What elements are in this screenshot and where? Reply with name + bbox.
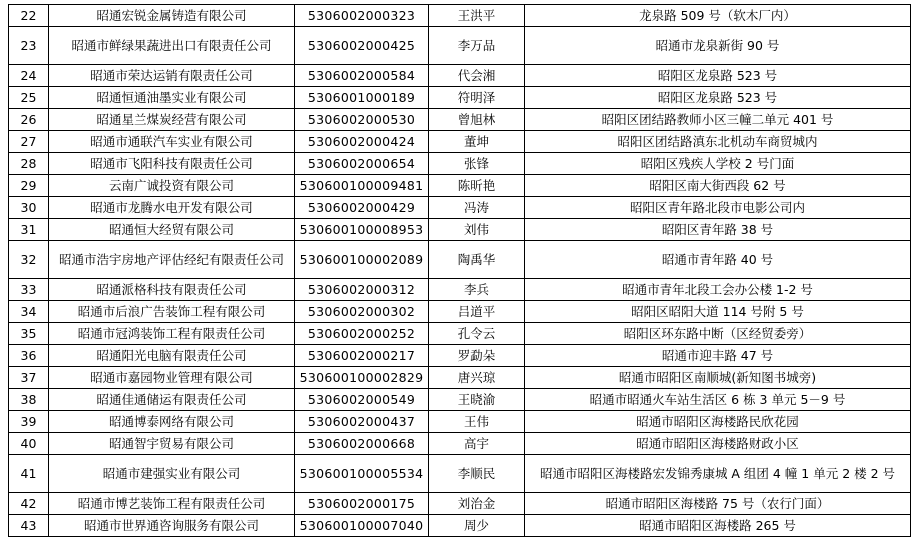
row-number-cell: 26 — [9, 109, 49, 131]
legal-person-cell: 李兵 — [429, 279, 525, 301]
table-row — [9, 241, 911, 279]
legal-person-cell: 陈昕艳 — [429, 175, 525, 197]
address-cell: 昭阳区青年路北段市电影公司内 — [525, 197, 911, 219]
row-number-cell: 41 — [9, 455, 49, 493]
table-row — [9, 153, 911, 175]
company-name-cell: 昭通阳光电脑有限责任公司 — [49, 345, 295, 367]
registration-no-cell: 5306002000312 — [295, 279, 429, 301]
table-row — [9, 65, 911, 87]
table-row — [9, 27, 911, 65]
row-number-cell: 40 — [9, 433, 49, 455]
address-cell: 昭通市青年北段工会办公楼 1-2 号 — [525, 279, 911, 301]
address-cell: 昭阳区南大街西段 62 号 — [525, 175, 911, 197]
row-number-cell: 39 — [9, 411, 49, 433]
row-number-cell: 32 — [9, 241, 49, 279]
table-row — [9, 279, 911, 301]
legal-person-cell: 符明泽 — [429, 87, 525, 109]
company-name-cell: 昭通市龙腾水电开发有限公司 — [49, 197, 295, 219]
address-cell: 昭阳区团结路滇东北机动车商贸城内 — [525, 131, 911, 153]
registration-no-cell: 5306002000668 — [295, 433, 429, 455]
address-cell: 昭通市迎丰路 47 号 — [525, 345, 911, 367]
registration-no-cell: 5306002000437 — [295, 411, 429, 433]
company-name-cell: 昭通市嘉园物业管理有限公司 — [49, 367, 295, 389]
address-cell: 龙泉路 509 号（软木厂内） — [525, 5, 911, 27]
registration-no-cell: 5306002000252 — [295, 323, 429, 345]
table-row — [9, 493, 911, 515]
address-cell: 昭通市昭阳区南顺城(新知图书城旁) — [525, 367, 911, 389]
registration-no-cell: 5306002000424 — [295, 131, 429, 153]
address-cell: 昭阳区龙泉路 523 号 — [525, 87, 911, 109]
registration-no-cell: 5306002000429 — [295, 197, 429, 219]
row-number-cell: 25 — [9, 87, 49, 109]
table-row — [9, 175, 911, 197]
row-number-cell: 43 — [9, 515, 49, 537]
company-name-cell: 昭通市博艺装饰工程有限责任公司 — [49, 493, 295, 515]
registration-no-cell: 5306001000189 — [295, 87, 429, 109]
legal-person-cell: 张锋 — [429, 153, 525, 175]
address-cell: 昭通市昭阳区海楼路财政小区 — [525, 433, 911, 455]
address-cell: 昭阳区团结路教师小区三幢二单元 401 号 — [525, 109, 911, 131]
table-row — [9, 455, 911, 493]
company-name-cell: 昭通博泰网络有限公司 — [49, 411, 295, 433]
address-cell: 昭通市青年路 40 号 — [525, 241, 911, 279]
table-row — [9, 411, 911, 433]
registration-no-cell: 530600100002089 — [295, 241, 429, 279]
registration-no-cell: 5306002000323 — [295, 5, 429, 27]
company-name-cell: 昭通智宇贸易有限公司 — [49, 433, 295, 455]
company-name-cell: 昭通市荣达运销有限责任公司 — [49, 65, 295, 87]
address-cell: 昭阳区残疾人学校 2 号门面 — [525, 153, 911, 175]
company-name-cell: 昭通市通联汽车实业有限公司 — [49, 131, 295, 153]
company-name-cell: 昭通宏锐金属铸造有限公司 — [49, 5, 295, 27]
table-row — [9, 433, 911, 455]
legal-person-cell: 刘治金 — [429, 493, 525, 515]
legal-person-cell: 陶禹华 — [429, 241, 525, 279]
table-row — [9, 5, 911, 27]
company-name-cell: 昭通市浩宇房地产评估经纪有限责任公司 — [49, 241, 295, 279]
registration-no-cell: 5306002000654 — [295, 153, 429, 175]
legal-person-cell: 王伟 — [429, 411, 525, 433]
address-cell: 昭通市昭阳区海楼路民欣花园 — [525, 411, 911, 433]
address-cell: 昭通市昭阳区海楼路 75 号（农行门面） — [525, 493, 911, 515]
registration-no-cell: 530600100005534 — [295, 455, 429, 493]
table-row — [9, 515, 911, 537]
legal-person-cell: 王晓渝 — [429, 389, 525, 411]
row-number-cell: 27 — [9, 131, 49, 153]
company-name-cell: 昭通市世界通咨询服务有限公司 — [49, 515, 295, 537]
table-row — [9, 197, 911, 219]
company-name-cell: 昭通市鲜绿果蔬进出口有限责任公司 — [49, 27, 295, 65]
row-number-cell: 23 — [9, 27, 49, 65]
legal-person-cell: 董坤 — [429, 131, 525, 153]
registry-sheet — [8, 4, 910, 537]
address-cell: 昭阳区昭阳大道 114 号附 5 号 — [525, 301, 911, 323]
table-body — [9, 5, 911, 537]
company-name-cell: 云南广诚投资有限公司 — [49, 175, 295, 197]
company-name-cell: 昭通恒通油墨实业有限公司 — [49, 87, 295, 109]
company-name-cell: 昭通佳通储运有限责任公司 — [49, 389, 295, 411]
address-cell: 昭阳区青年路 38 号 — [525, 219, 911, 241]
row-number-cell: 38 — [9, 389, 49, 411]
address-cell: 昭阳区环东路中断（区经贸委旁） — [525, 323, 911, 345]
registration-no-cell: 530600100009481 — [295, 175, 429, 197]
registration-no-cell: 530600100007040 — [295, 515, 429, 537]
legal-person-cell: 周少 — [429, 515, 525, 537]
registration-no-cell: 5306002000217 — [295, 345, 429, 367]
row-number-cell: 33 — [9, 279, 49, 301]
row-number-cell: 37 — [9, 367, 49, 389]
company-name-cell: 昭通市飞阳科技有限责任公司 — [49, 153, 295, 175]
row-number-cell: 36 — [9, 345, 49, 367]
legal-person-cell: 冯涛 — [429, 197, 525, 219]
company-name-cell: 昭通星兰煤炭经营有限公司 — [49, 109, 295, 131]
company-registry-table — [8, 4, 911, 537]
legal-person-cell: 曾旭林 — [429, 109, 525, 131]
legal-person-cell: 唐兴琼 — [429, 367, 525, 389]
registration-no-cell: 5306002000175 — [295, 493, 429, 515]
address-cell: 昭通市昭阳区海楼路 265 号 — [525, 515, 911, 537]
row-number-cell: 31 — [9, 219, 49, 241]
company-name-cell: 昭通市建强实业有限公司 — [49, 455, 295, 493]
table-row — [9, 87, 911, 109]
company-name-cell: 昭通市后浪广告装饰工程有限公司 — [49, 301, 295, 323]
table-row — [9, 367, 911, 389]
registration-no-cell: 5306002000584 — [295, 65, 429, 87]
legal-person-cell: 刘伟 — [429, 219, 525, 241]
address-cell: 昭阳区龙泉路 523 号 — [525, 65, 911, 87]
row-number-cell: 30 — [9, 197, 49, 219]
registration-no-cell: 5306002000425 — [295, 27, 429, 65]
row-number-cell: 29 — [9, 175, 49, 197]
address-cell: 昭通市龙泉新街 90 号 — [525, 27, 911, 65]
registration-no-cell: 530600100002829 — [295, 367, 429, 389]
legal-person-cell: 李万品 — [429, 27, 525, 65]
legal-person-cell: 吕道平 — [429, 301, 525, 323]
row-number-cell: 24 — [9, 65, 49, 87]
legal-person-cell: 王洪平 — [429, 5, 525, 27]
legal-person-cell: 李顺民 — [429, 455, 525, 493]
table-row — [9, 323, 911, 345]
company-name-cell: 昭通恒大经贸有限公司 — [49, 219, 295, 241]
registration-no-cell: 5306002000530 — [295, 109, 429, 131]
address-cell: 昭通市昭通火车站生活区 6 栋 3 单元 5－9 号 — [525, 389, 911, 411]
registration-no-cell: 530600100008953 — [295, 219, 429, 241]
legal-person-cell: 高宇 — [429, 433, 525, 455]
table-row — [9, 219, 911, 241]
legal-person-cell: 孔令云 — [429, 323, 525, 345]
address-cell: 昭通市昭阳区海楼路宏发锦秀康城 A 组团 4 幢 1 单元 2 楼 2 号 — [525, 455, 911, 493]
row-number-cell: 42 — [9, 493, 49, 515]
registration-no-cell: 5306002000302 — [295, 301, 429, 323]
table-row — [9, 109, 911, 131]
table-row — [9, 345, 911, 367]
table-row — [9, 301, 911, 323]
row-number-cell: 22 — [9, 5, 49, 27]
legal-person-cell: 代会湘 — [429, 65, 525, 87]
company-name-cell: 昭通派格科技有限责任公司 — [49, 279, 295, 301]
legal-person-cell: 罗勐朵 — [429, 345, 525, 367]
table-row — [9, 131, 911, 153]
company-name-cell: 昭通市冠鸿装饰工程有限责任公司 — [49, 323, 295, 345]
row-number-cell: 35 — [9, 323, 49, 345]
row-number-cell: 28 — [9, 153, 49, 175]
row-number-cell: 34 — [9, 301, 49, 323]
table-row — [9, 389, 911, 411]
registration-no-cell: 5306002000549 — [295, 389, 429, 411]
